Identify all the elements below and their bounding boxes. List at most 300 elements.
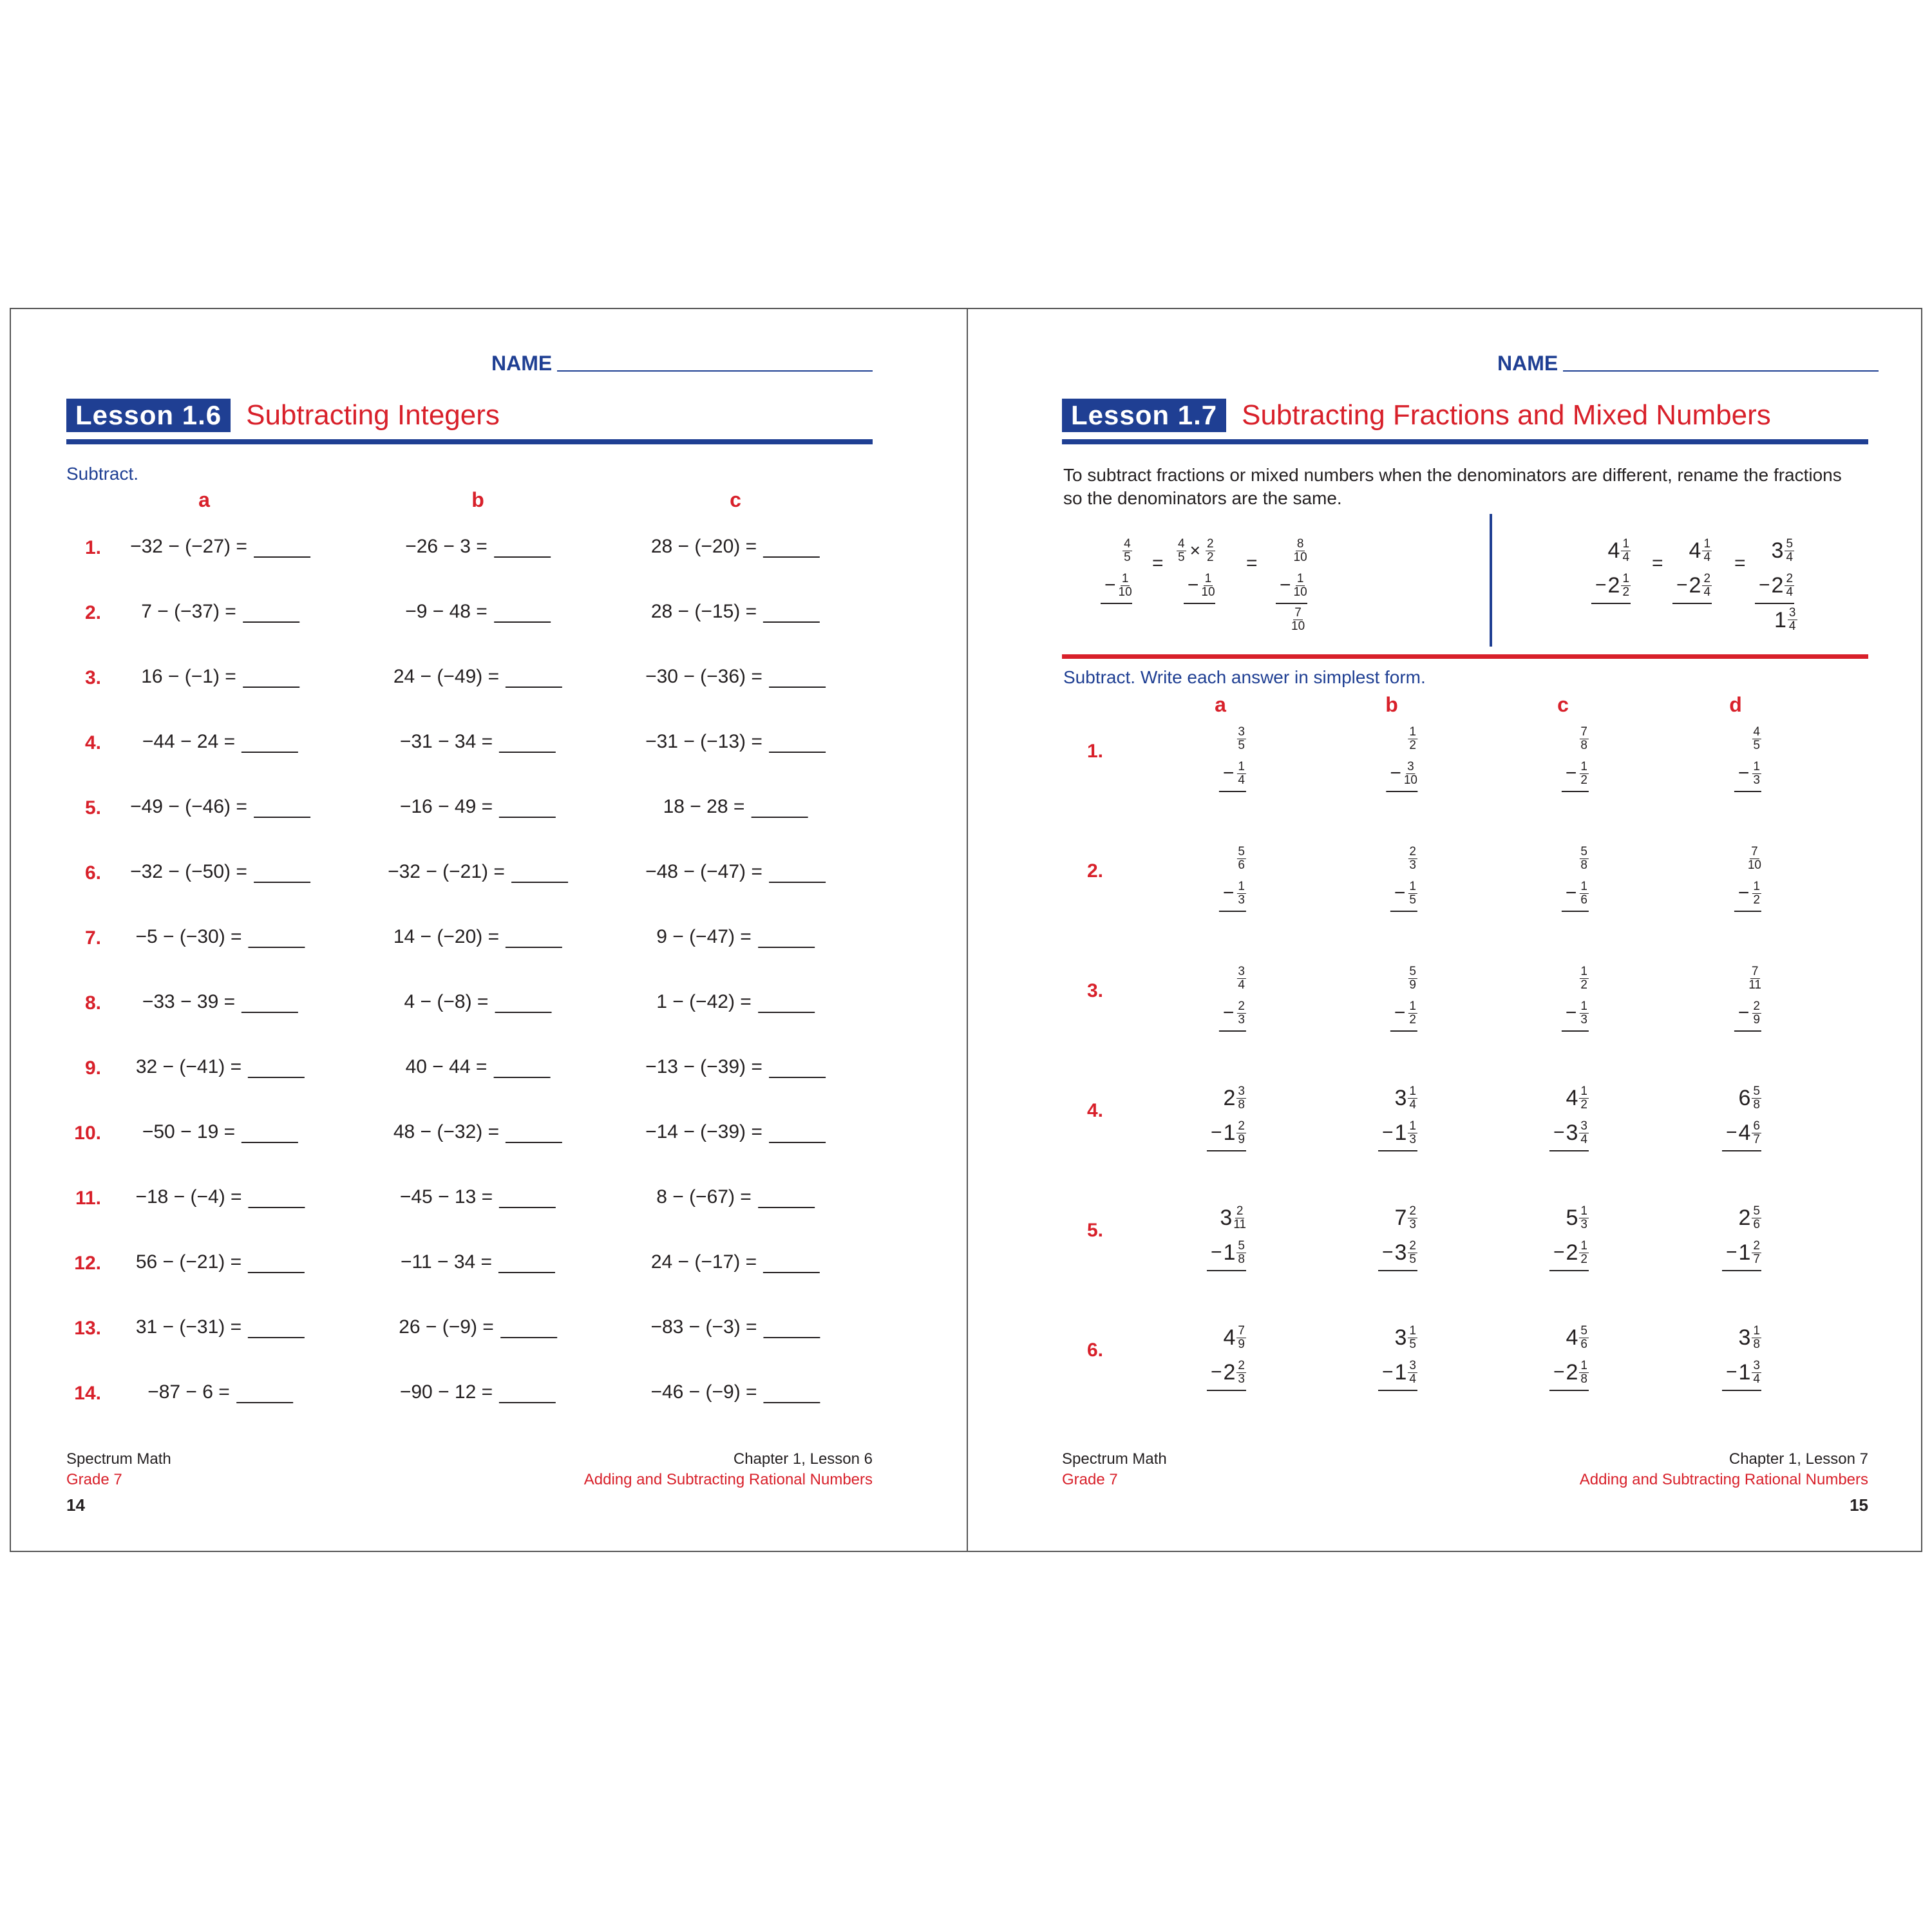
fraction	[1579, 726, 1589, 752]
problem-2b	[405, 601, 551, 623]
footer-left	[66, 1449, 171, 1490]
mixed-number	[1566, 1205, 1589, 1231]
column-head-b: b	[471, 488, 484, 511]
whole-number: 2	[1566, 1360, 1578, 1385]
fraction	[1748, 965, 1761, 992]
denominator: 2	[1580, 1097, 1587, 1112]
footer-right	[584, 1449, 873, 1490]
fraction	[1119, 573, 1132, 599]
denominator: 8	[1580, 858, 1587, 872]
example-divider	[1490, 514, 1492, 647]
column-head-a: a	[1215, 693, 1226, 716]
mixed-number	[1739, 1240, 1762, 1266]
numerator: 1	[1409, 1084, 1416, 1098]
workbook-spread	[10, 308, 1922, 1552]
fraction	[1752, 1205, 1761, 1231]
numerator: 1	[1409, 1119, 1416, 1133]
mixed-number	[1395, 1205, 1418, 1231]
mixed-number	[1395, 1120, 1418, 1146]
problem-number: 14.	[74, 1383, 101, 1404]
numerator: 4	[1753, 724, 1760, 739]
problem-expression: 32 − (−41) =	[135, 1056, 242, 1077]
whole-number: 4	[1607, 538, 1620, 563]
fraction	[1408, 846, 1417, 872]
renamed-product	[1175, 538, 1215, 564]
mixed-number	[1747, 965, 1761, 992]
mixed-number	[1566, 1085, 1589, 1112]
problem-8b	[404, 991, 552, 1013]
fraction	[1294, 538, 1307, 564]
denominator: 4	[1622, 550, 1630, 564]
answer-blank[interactable]	[494, 602, 551, 623]
problem-expression: −9 − 48 =	[405, 601, 488, 622]
answer-blank[interactable]	[763, 602, 820, 623]
numerator: 5	[1580, 1323, 1587, 1338]
example-result	[1774, 607, 1797, 633]
mixed-number	[1406, 880, 1417, 907]
fraction	[1236, 1085, 1246, 1112]
whole-number: 2	[1689, 573, 1701, 598]
whole-number: 1	[1774, 607, 1786, 632]
fraction	[1408, 880, 1417, 907]
answer-blank[interactable]	[758, 992, 815, 1013]
answer-blank[interactable]	[764, 1383, 820, 1403]
answer-blank[interactable]	[242, 732, 298, 753]
problem-13b	[399, 1316, 557, 1338]
footer-chapter: Chapter 1, Lesson 7	[1728, 1450, 1868, 1468]
answer-blank[interactable]	[248, 1253, 305, 1273]
denominator: 3	[1753, 773, 1760, 787]
denominator: 11	[1748, 978, 1761, 992]
problem-10a	[142, 1121, 298, 1143]
mixed-number	[1235, 761, 1246, 787]
denominator: 2	[1409, 738, 1416, 752]
fraction	[1408, 1240, 1417, 1266]
mixed-number	[1224, 1325, 1247, 1351]
problem-12a	[136, 1251, 305, 1273]
problem-4b	[400, 731, 556, 753]
answer-blank[interactable]	[254, 862, 310, 883]
problem-4d	[1722, 1081, 1761, 1151]
problem-expression: −5 − (−30) =	[135, 926, 242, 947]
problem-6a	[130, 861, 310, 883]
vertical-stack	[1276, 533, 1307, 604]
numerator: 3	[1788, 606, 1796, 620]
header-rule	[1062, 439, 1868, 444]
problem-number: 3.	[84, 667, 101, 688]
problem-expression: −31 − (−13) =	[645, 731, 762, 752]
mixed-number	[1224, 1085, 1247, 1112]
denominator: 2	[1622, 585, 1630, 599]
denominator: 2	[1409, 1012, 1416, 1027]
problem-expression: 26 − (−9) =	[399, 1316, 494, 1338]
fraction	[1408, 1085, 1417, 1112]
intro-line-1: To subtract fractions or mixed numbers when the denominators are different, rename the fractions	[1063, 465, 1842, 485]
minus-sign: −	[1210, 1361, 1222, 1383]
answer-blank[interactable]	[493, 1057, 550, 1078]
problem-1c	[1562, 721, 1589, 792]
problem-number: 7.	[84, 927, 101, 949]
fraction	[1752, 1000, 1761, 1027]
answer-blank[interactable]	[758, 1188, 815, 1208]
fraction	[1752, 1325, 1761, 1351]
minus-sign: −	[1390, 762, 1401, 784]
numerator: 7	[1238, 1323, 1245, 1338]
whole-number: 3	[1394, 1086, 1407, 1110]
problem-expression: −50 − 19 =	[142, 1121, 236, 1142]
answer-blank[interactable]	[243, 667, 299, 688]
answer-blank[interactable]	[249, 927, 305, 948]
problem-expression: 28 − (−20) =	[650, 536, 757, 557]
footer-grade: Grade 7	[66, 1471, 122, 1488]
problem-2c	[1562, 841, 1589, 912]
mixed-number	[1406, 726, 1417, 752]
fraction	[1233, 1205, 1246, 1231]
problem-expression: −87 − 6 =	[147, 1381, 230, 1403]
problem-5a	[130, 796, 310, 818]
problem-12c	[651, 1251, 820, 1273]
minus-sign: −	[1725, 1242, 1738, 1263]
denominator: 2	[1580, 1252, 1587, 1266]
denominator: 6	[1753, 1217, 1760, 1231]
answer-blank[interactable]	[506, 927, 562, 948]
fraction	[1236, 726, 1246, 752]
denominator: 2	[1580, 978, 1587, 992]
minus-sign: −	[1565, 882, 1577, 904]
whole-number: 2	[1607, 573, 1620, 598]
footer-grade: Grade 7	[1062, 1471, 1118, 1488]
mixed-number	[1235, 846, 1246, 872]
numerator: 2	[1238, 999, 1245, 1013]
denominator: 2	[1206, 550, 1214, 564]
denominator: 4	[1788, 620, 1796, 633]
lesson-header	[66, 399, 500, 431]
denominator: 3	[1580, 1217, 1587, 1231]
problem-11b	[400, 1186, 556, 1208]
name-line[interactable]	[1563, 370, 1879, 372]
denominator: 4	[1703, 550, 1711, 564]
numerator: 3	[1409, 1358, 1416, 1372]
problem-4a	[142, 731, 298, 753]
whole-number: 1	[1223, 1240, 1236, 1265]
fraction	[1702, 538, 1712, 564]
fraction	[1236, 1359, 1246, 1386]
fraction	[1621, 538, 1631, 564]
column-head-d: d	[1729, 693, 1742, 716]
fraction	[1579, 1085, 1589, 1112]
fraction	[1785, 538, 1794, 564]
mixed-number	[1395, 1240, 1418, 1266]
denominator: 10	[1118, 585, 1132, 599]
answer-blank[interactable]	[763, 1253, 820, 1273]
numerator: 5	[1753, 1204, 1760, 1218]
denominator: 9	[1409, 978, 1416, 992]
name-field	[491, 352, 873, 375]
numerator: 1	[1580, 1084, 1587, 1098]
fraction	[1702, 573, 1712, 599]
numerator: 2	[1238, 1119, 1245, 1133]
denominator: 4	[1786, 550, 1794, 564]
denominator: 4	[1238, 773, 1245, 787]
whole-number: 3	[1738, 1325, 1751, 1350]
problem-expression: −49 − (−46) =	[130, 796, 247, 817]
numerator: 1	[1622, 571, 1630, 585]
answer-blank[interactable]	[242, 992, 298, 1013]
whole-number: 3	[1220, 1206, 1233, 1230]
equals-sign: =	[1152, 553, 1164, 574]
numerator: 3	[1238, 724, 1245, 739]
numerator: 1	[1580, 999, 1587, 1013]
numerator: 1	[1409, 879, 1416, 893]
name-line[interactable]	[557, 370, 873, 372]
problem-2a	[141, 601, 299, 623]
numerator: 1	[1409, 1323, 1416, 1338]
whole-number: 2	[1223, 1360, 1236, 1385]
mixed-number	[1774, 607, 1797, 633]
footer-series: Spectrum Math	[66, 1450, 171, 1468]
mixed-number	[1220, 1205, 1246, 1231]
denominator: 7	[1753, 1132, 1760, 1146]
numerator: 3	[1238, 964, 1245, 978]
answer-blank[interactable]	[494, 537, 551, 558]
whole-number: 6	[1738, 1086, 1751, 1110]
problem-2b	[1390, 841, 1417, 912]
answer-blank[interactable]	[254, 797, 310, 818]
column-head-b: b	[1385, 693, 1398, 716]
denominator: 4	[1238, 978, 1245, 992]
numerator: 1	[1121, 571, 1129, 585]
numerator: 2	[1236, 1204, 1244, 1218]
numerator: 7	[1294, 606, 1302, 620]
denominator: 4	[1409, 1097, 1416, 1112]
answer-blank[interactable]	[751, 797, 808, 818]
lesson-title: Subtracting Fractions and Mixed Numbers	[1242, 399, 1771, 431]
mixed-number	[1772, 538, 1795, 564]
numerator: 1	[1753, 1323, 1760, 1338]
problem-number: 6.	[84, 862, 101, 884]
whole-number: 1	[1394, 1360, 1407, 1385]
minus-sign: −	[1222, 762, 1235, 784]
mixed-number	[1235, 880, 1246, 907]
mixed-number	[1739, 1359, 1762, 1386]
answer-blank[interactable]	[242, 1122, 298, 1143]
vertical-stack	[1672, 533, 1712, 604]
problem-number: 13.	[74, 1318, 101, 1339]
problem-14a	[147, 1381, 293, 1403]
numerator: 1	[1238, 759, 1245, 773]
answer-blank[interactable]	[758, 927, 815, 948]
minus-sign: −	[1104, 574, 1116, 596]
problem-1b	[405, 536, 551, 558]
problem-number: 3.	[1086, 980, 1103, 1001]
fraction	[1236, 1325, 1246, 1351]
problem-expression: −83 − (−3) =	[650, 1316, 757, 1338]
fraction	[1579, 1205, 1589, 1231]
answer-blank[interactable]	[243, 602, 299, 623]
numerator: 1	[1238, 879, 1245, 893]
minus-sign: −	[1565, 762, 1577, 784]
denominator: 10	[1201, 585, 1215, 599]
answer-blank[interactable]	[506, 667, 562, 688]
whole-number: 5	[1566, 1206, 1578, 1230]
answer-blank[interactable]	[506, 1122, 562, 1143]
denominator: 3	[1238, 1372, 1245, 1386]
problem-6d	[1722, 1320, 1761, 1391]
mixed-number	[1566, 1325, 1589, 1351]
denominator: 5	[1409, 1337, 1416, 1351]
vertical-stack	[1175, 533, 1215, 604]
problem-10b	[393, 1121, 562, 1143]
problem-6b	[388, 861, 568, 883]
fraction	[1785, 573, 1794, 599]
minus-sign: −	[1725, 1361, 1738, 1383]
fraction	[1579, 965, 1589, 992]
problem-expression: −18 − (−4) =	[135, 1186, 242, 1208]
fraction	[1236, 880, 1246, 907]
minus-sign: −	[1738, 762, 1750, 784]
mixed-number	[1566, 1240, 1589, 1266]
mixed-number	[1689, 538, 1712, 564]
whole-number: 2	[1738, 1206, 1751, 1230]
answer-blank[interactable]	[769, 732, 826, 753]
problem-6a	[1207, 1320, 1246, 1391]
denominator: 5	[1238, 738, 1245, 752]
numerator: 1	[1580, 879, 1587, 893]
answer-blank[interactable]	[499, 1383, 556, 1403]
answer-blank[interactable]	[769, 1122, 826, 1143]
problem-number: 2.	[84, 602, 101, 623]
mixed-number	[1578, 1000, 1589, 1027]
problem-expression: −30 − (−36) =	[645, 666, 762, 687]
minus-sign: −	[1381, 1361, 1394, 1383]
mixed-number	[1578, 965, 1589, 992]
mixed-number	[1772, 573, 1795, 599]
problem-9c	[645, 1056, 826, 1078]
denominator: 3	[1409, 858, 1416, 872]
answer-blank[interactable]	[764, 1318, 820, 1338]
minus-sign: −	[1394, 882, 1406, 904]
fraction	[1236, 1240, 1246, 1266]
problem-1a	[1219, 721, 1246, 792]
problem-expression: 9 − (−47) =	[656, 926, 752, 947]
page-left	[11, 309, 967, 1551]
equals-sign: =	[1246, 553, 1258, 574]
denominator: 2	[1753, 893, 1760, 907]
minus-sign: −	[1738, 1002, 1750, 1023]
answer-blank[interactable]	[236, 1383, 293, 1403]
numerator: 1	[1580, 1238, 1587, 1253]
vertical-stack	[1755, 533, 1794, 604]
denominator: 8	[1238, 1252, 1245, 1266]
numerator: 5	[1786, 536, 1794, 551]
fraction	[1579, 761, 1589, 787]
mixed-number	[1578, 726, 1589, 752]
problem-6c	[645, 861, 826, 883]
problem-7a	[135, 926, 305, 948]
answer-blank[interactable]	[500, 1318, 557, 1338]
denominator: 2	[1580, 773, 1587, 787]
mixed-number	[1578, 880, 1589, 907]
problem-9a	[136, 1056, 305, 1078]
answer-blank[interactable]	[499, 1188, 556, 1208]
denominator: 8	[1580, 738, 1587, 752]
problem-5b	[1378, 1200, 1417, 1271]
answer-blank[interactable]	[248, 1318, 305, 1338]
answer-blank[interactable]	[763, 537, 820, 558]
answer-blank[interactable]	[769, 862, 826, 883]
numerator: 1	[1580, 759, 1587, 773]
minus-sign: −	[1676, 574, 1688, 596]
problem-12b	[401, 1251, 555, 1273]
numerator: 2	[1703, 571, 1711, 585]
problem-7b	[393, 926, 562, 948]
numerator: 5	[1753, 1084, 1760, 1098]
numerator: 2	[1206, 536, 1214, 551]
whole-number: 3	[1566, 1121, 1578, 1145]
numerator: 2	[1409, 1204, 1416, 1218]
minus-sign: −	[1381, 1122, 1394, 1143]
answer-blank[interactable]	[499, 797, 556, 818]
denominator: 3	[1580, 1012, 1587, 1027]
denominator: 10	[1293, 585, 1307, 599]
whole-number: 1	[1738, 1360, 1751, 1385]
denominator: 10	[1747, 858, 1761, 872]
whole-number: 3	[1394, 1240, 1407, 1265]
numerator: 3	[1407, 759, 1414, 773]
answer-blank[interactable]	[769, 667, 826, 688]
answer-blank[interactable]	[495, 992, 551, 1013]
answer-blank[interactable]	[511, 862, 568, 883]
fraction	[1748, 846, 1761, 872]
answer-blank[interactable]	[769, 1057, 826, 1078]
answer-blank[interactable]	[248, 1057, 305, 1078]
numerator: 1	[1753, 879, 1760, 893]
answer-blank[interactable]	[499, 732, 556, 753]
answer-blank[interactable]	[498, 1253, 555, 1273]
fraction	[1752, 726, 1761, 752]
problem-expression: 31 − (−31) =	[135, 1316, 242, 1338]
problem-1a	[130, 536, 310, 558]
fraction	[1579, 1359, 1589, 1386]
answer-blank[interactable]	[254, 537, 310, 558]
minus-sign: −	[1595, 574, 1607, 596]
problem-13c	[650, 1316, 820, 1338]
numerator: 1	[1580, 1358, 1587, 1372]
problem-1c	[651, 536, 820, 558]
intro-line-2: so the denominators are the same.	[1063, 488, 1342, 508]
numerator: 2	[1753, 1238, 1760, 1253]
mixed-number	[1750, 880, 1761, 907]
result-fraction	[1291, 607, 1305, 633]
fraction	[1294, 573, 1307, 599]
answer-blank[interactable]	[249, 1188, 305, 1208]
problem-number: 4.	[1086, 1100, 1103, 1121]
example-result	[1290, 607, 1305, 633]
problem-8a	[142, 991, 298, 1013]
numerator: 8	[1296, 536, 1304, 551]
minus-sign: −	[1553, 1122, 1565, 1143]
problem-number: 12.	[74, 1253, 101, 1274]
whole-number: 3	[1771, 538, 1784, 563]
fraction	[1408, 1359, 1417, 1386]
denominator: 9	[1238, 1132, 1245, 1146]
example-rule	[1062, 654, 1868, 659]
mixed-number	[1750, 1000, 1761, 1027]
problem-5c	[1549, 1200, 1589, 1271]
mixed-number	[1578, 761, 1589, 787]
lesson-header	[1062, 399, 1771, 431]
problem-3b	[1390, 961, 1417, 1032]
